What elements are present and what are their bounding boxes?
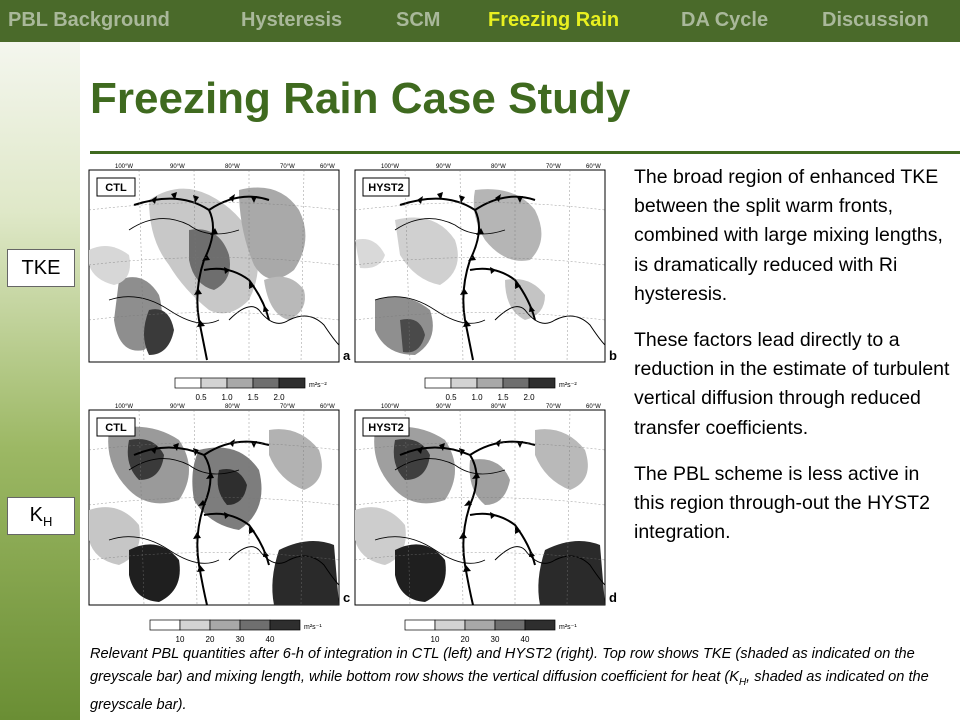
colorbar-top-right	[425, 378, 577, 402]
nav-da-cycle[interactable]: DA Cycle	[681, 9, 769, 31]
svg-text:70°W: 70°W	[280, 164, 295, 170]
svg-text:70°W: 70°W	[546, 164, 561, 170]
panel-d-label: HYST2	[368, 422, 404, 434]
panel-d-letter: d	[609, 590, 617, 605]
map-panel-a	[89, 170, 351, 363]
svg-text:90°W: 90°W	[436, 164, 451, 170]
svg-text:80°W: 80°W	[225, 404, 240, 410]
svg-text:90°W: 90°W	[436, 404, 451, 410]
paragraph-3: The PBL scheme is less active in this region through-out the HYST2 integration.	[634, 462, 930, 544]
svg-text:m²s⁻²: m²s⁻²	[309, 382, 327, 389]
svg-text:30: 30	[235, 635, 245, 644]
svg-text:20: 20	[205, 635, 215, 644]
map-panel-c	[89, 410, 350, 605]
svg-text:80°W: 80°W	[225, 164, 240, 170]
nav-hysteresis[interactable]: Hysteresis	[241, 9, 343, 31]
svg-text:80°W: 80°W	[491, 164, 506, 170]
colorbar-bottom-right	[405, 620, 577, 644]
svg-text:20: 20	[460, 635, 470, 644]
top-navigation	[0, 0, 960, 42]
svg-text:40: 40	[265, 635, 275, 644]
svg-text:70°W: 70°W	[546, 404, 561, 410]
svg-text:100°W: 100°W	[115, 164, 134, 170]
map-panel-b	[355, 170, 617, 363]
svg-text:1.5: 1.5	[497, 393, 509, 402]
map-panel-d	[355, 410, 617, 605]
svg-text:60°W: 60°W	[320, 404, 335, 410]
panel-a-letter: a	[343, 348, 351, 363]
paragraph-2: These factors lead directly to a reduction in the estimate of turbulent vertical diffusion through reduced transfer coefficients.	[634, 329, 950, 439]
svg-text:60°W: 60°W	[586, 404, 601, 410]
svg-text:1.0: 1.0	[471, 393, 483, 402]
panel-a-label: CTL	[105, 182, 127, 194]
panel-b-letter: b	[609, 348, 617, 363]
svg-text:1.0: 1.0	[221, 393, 233, 402]
svg-text:2.0: 2.0	[523, 393, 535, 402]
panel-c-label: CTL	[105, 422, 127, 434]
svg-text:m²s⁻¹: m²s⁻¹	[559, 624, 577, 631]
svg-text:2.0: 2.0	[273, 393, 285, 402]
svg-text:m²s⁻¹: m²s⁻¹	[304, 624, 322, 631]
tke-tag-label: TKE	[21, 256, 61, 279]
paragraph-1: The broad region of enhanced TKE between the split warm fronts, combined with large mixing lengths, is dramatically reduced with Ri hysteresis.	[634, 166, 943, 305]
svg-text:m²s⁻²: m²s⁻²	[559, 382, 577, 389]
colorbar-bottom-left	[150, 620, 322, 644]
kh-tag-label: $K_H$	[29, 503, 53, 529]
svg-text:60°W: 60°W	[586, 164, 601, 170]
svg-text:10: 10	[430, 635, 440, 644]
svg-text:60°W: 60°W	[320, 164, 335, 170]
panel-b-label: HYST2	[368, 182, 404, 194]
nav-freezing-rain[interactable]: Freezing Rain	[488, 9, 620, 31]
figure	[85, 160, 615, 645]
kh-tag-button[interactable]	[7, 497, 75, 535]
page-title: Freezing Rain Case Study	[90, 74, 631, 123]
panel-c-letter: c	[343, 590, 351, 605]
svg-text:90°W: 90°W	[170, 404, 185, 410]
svg-text:90°W: 90°W	[170, 164, 185, 170]
svg-text:0.5: 0.5	[195, 393, 207, 402]
nav-scm[interactable]: SCM	[396, 9, 441, 31]
nav-discussion[interactable]: Discussion	[822, 9, 929, 31]
tke-tag-button[interactable]	[7, 249, 75, 287]
svg-text:100°W: 100°W	[381, 404, 400, 410]
svg-text:0.5: 0.5	[445, 393, 457, 402]
body-text	[634, 163, 954, 564]
map-figure	[85, 160, 617, 644]
svg-text:40: 40	[520, 635, 530, 644]
svg-text:70°W: 70°W	[280, 404, 295, 410]
colorbar-top-left	[175, 378, 327, 402]
sidebar	[0, 42, 80, 720]
svg-text:100°W: 100°W	[381, 164, 400, 170]
figure-caption: Relevant PBL quantities after 6-h of integration in CTL (left) and HYST2 (right). Top row shows TKE (shaded as indicated on the greyscale bar) and mixing length, while bottom row shows the vertical diffusion coefficient for heat ($K_H$, shaded as indicated on the greyscale bar).	[90, 646, 929, 713]
title-divider	[90, 151, 960, 154]
svg-text:30: 30	[490, 635, 500, 644]
nav-pbl-background[interactable]: PBL Background	[8, 9, 170, 31]
svg-text:80°W: 80°W	[491, 404, 506, 410]
svg-text:100°W: 100°W	[115, 404, 134, 410]
svg-text:1.5: 1.5	[247, 393, 259, 402]
svg-text:10: 10	[175, 635, 185, 644]
